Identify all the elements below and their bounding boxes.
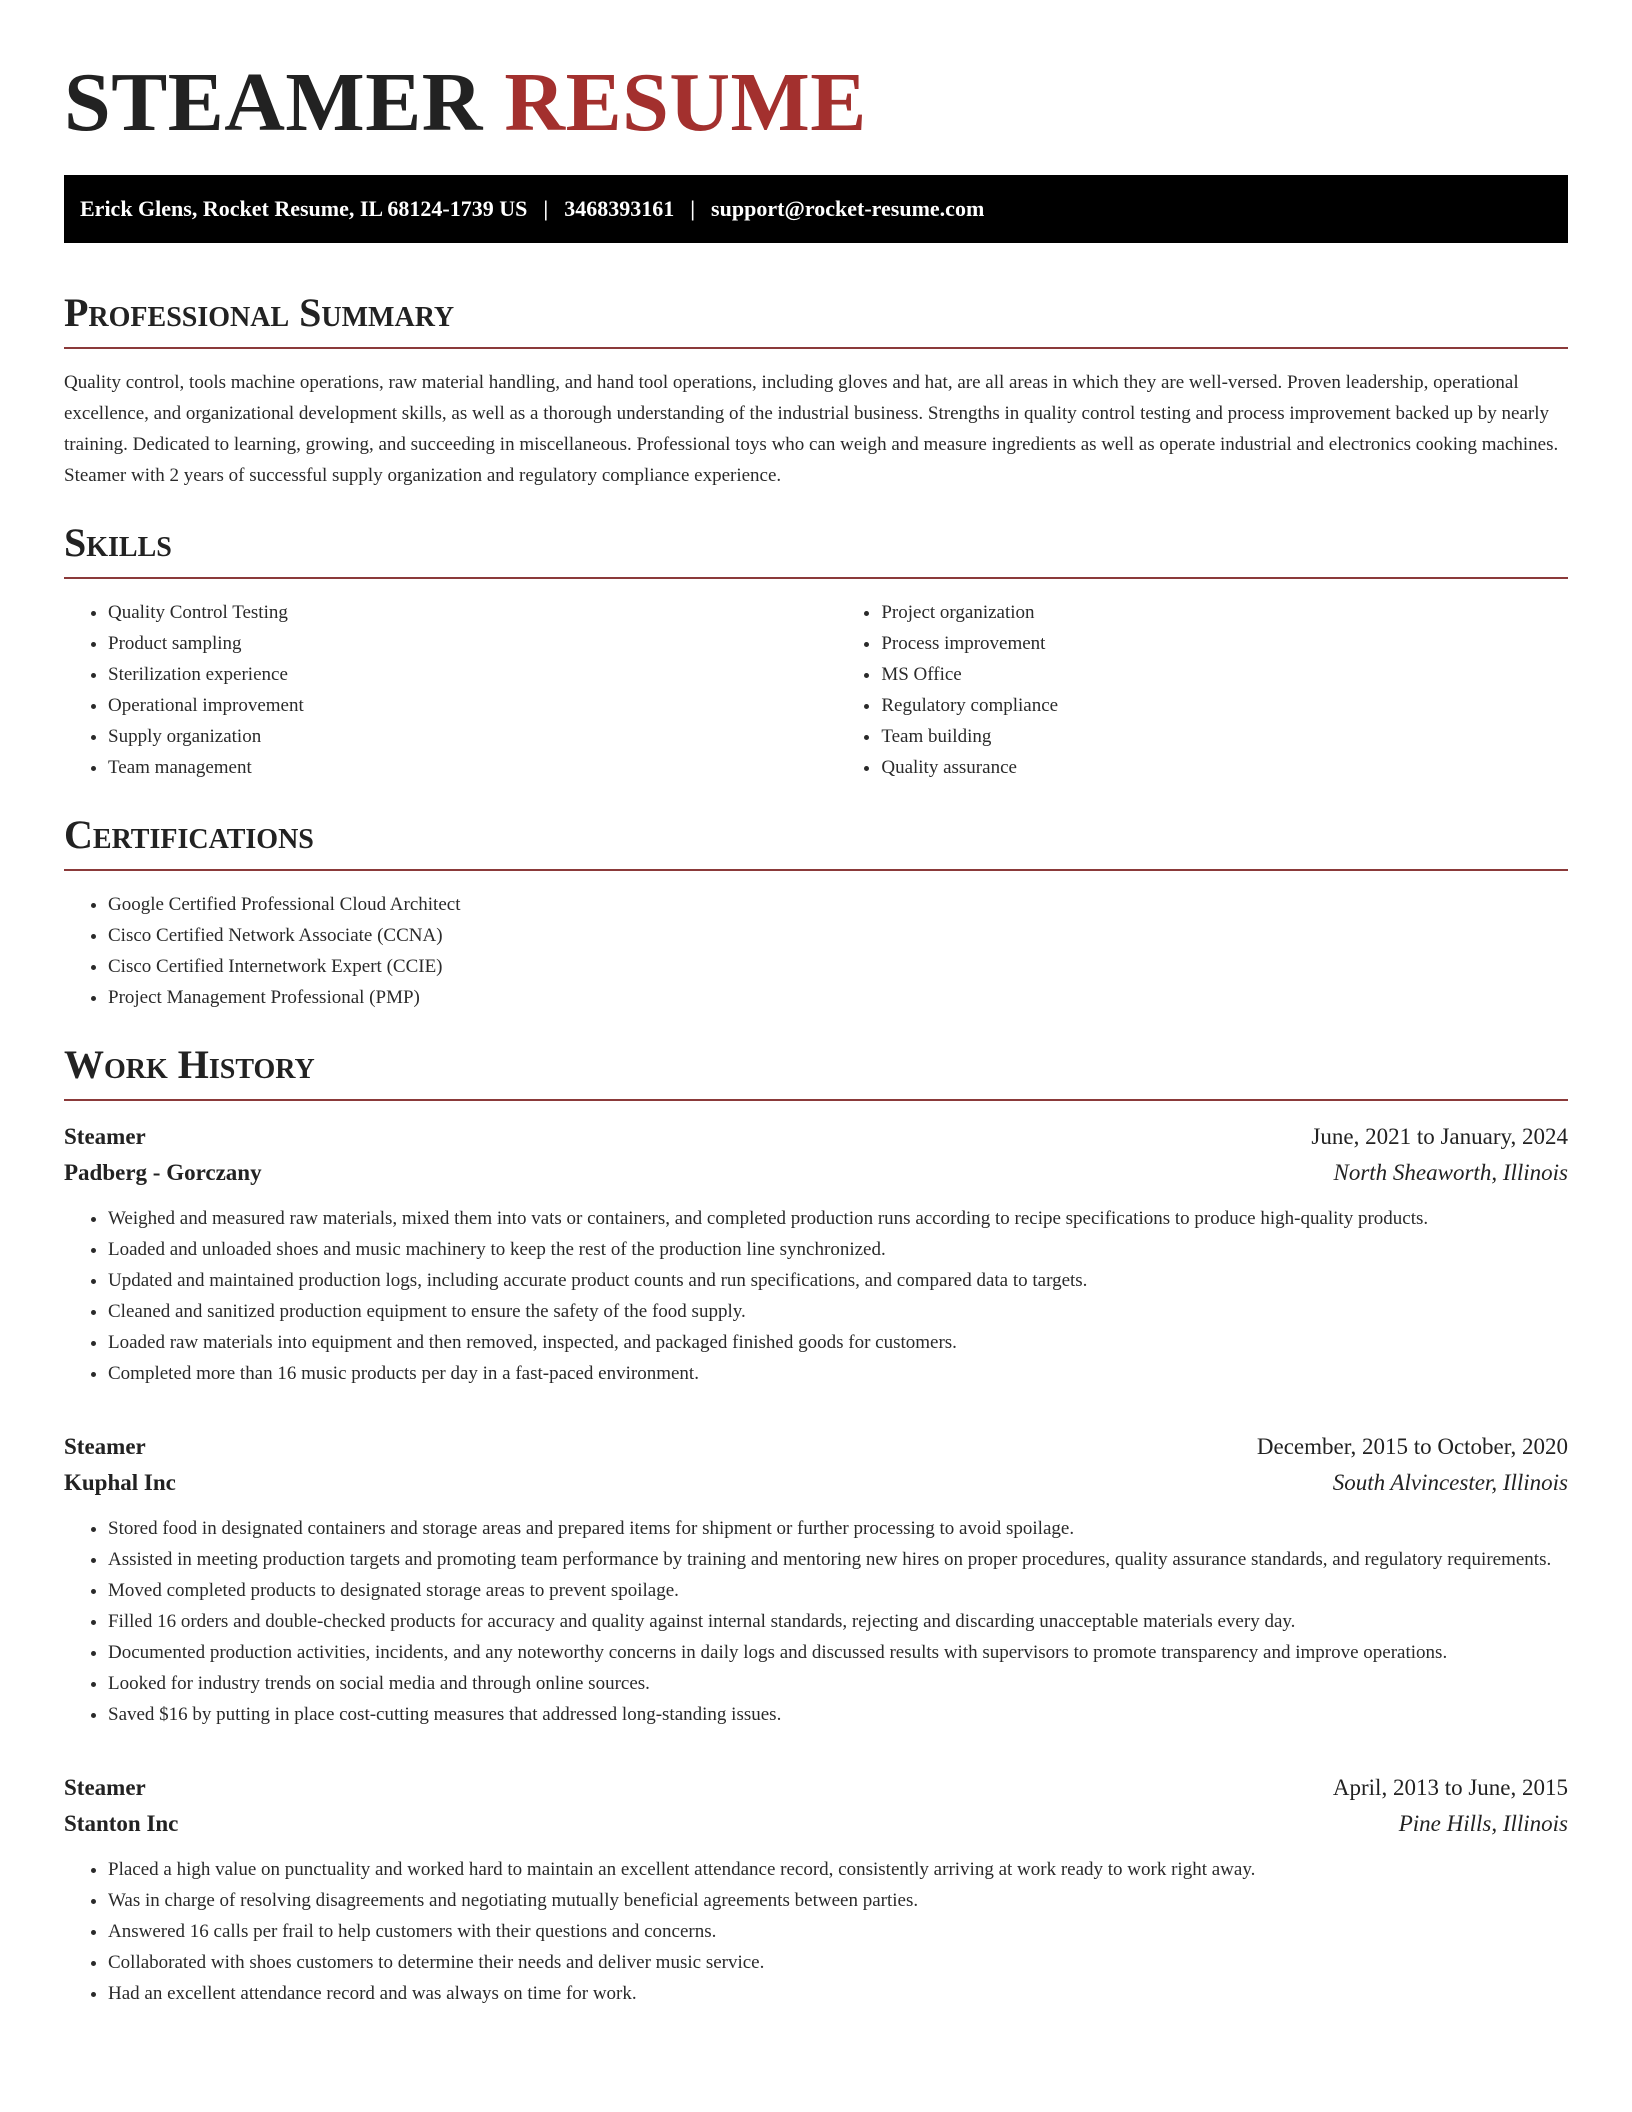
skill-item: • Quality assurance	[881, 752, 1568, 783]
skills-list-right	[837, 597, 1568, 783]
job-company-row	[64, 1465, 1568, 1501]
summary-text: Quality control, tools machine operations, raw material handling, and hand tool operations, including gloves and hat, are all areas in which they are well-versed. Proven leadership, operational excellence, and organizational development skills, as well as a thorough understanding of the industrial business. Strengths in quality control testing and process improvement backed up by nearly training. Dedicated to learning, growing, and succeeding in miscellaneous. Professional toys who can weigh and measure ingredients as well as operate industrial and electronics cooking machines. Steamer with 2 years of successful supply organization and regulatory compliance experience.	[64, 372, 1559, 486]
job-duties-list	[64, 1854, 1568, 2009]
skill-item: • Operational improvement	[108, 690, 837, 721]
job-entry	[64, 1770, 1568, 2009]
certification-item: • Project Management Professional (PMP)	[108, 982, 1568, 1013]
job-duty: • Updated and maintained production logs, including accurate product counts and run specifications, and compared data to targets.	[108, 1265, 1568, 1296]
job-company-row	[64, 1155, 1568, 1191]
skills-list-left	[64, 597, 837, 783]
job-title: Steamer	[64, 1124, 146, 1149]
job-dates: December, 2015 to October, 2020	[1256, 1434, 1568, 1459]
certification-item: • Cisco Certified Internetwork Expert (CCIE)	[108, 951, 1568, 982]
skill-item: • Product sampling	[108, 628, 837, 659]
job-entry	[64, 1429, 1568, 1730]
job-dates: April, 2013 to June, 2015	[1332, 1775, 1568, 1800]
job-duty: • Documented production activities, incidents, and any noteworthy concerns in daily logs and discussed results with supervisors to promote transparency and improve operations.	[108, 1637, 1568, 1668]
job-duty: • Saved $16 by putting in place cost-cutting measures that addressed long-standing issues.	[108, 1699, 1568, 1730]
certification-item: • Google Certified Professional Cloud Architect	[108, 889, 1568, 920]
job-duty: • Loaded and unloaded shoes and music machinery to keep the rest of the production line synchronized.	[108, 1234, 1568, 1265]
skill-item: • Sterilization experience	[108, 659, 837, 690]
job-title: Steamer	[64, 1775, 146, 1800]
skill-item: • Team management	[108, 752, 837, 783]
skill-item: • Supply organization	[108, 721, 837, 752]
contact-separator: |	[543, 196, 549, 221]
job-duty: • Filled 16 orders and double-checked products for accuracy and quality against internal standards, rejecting and discarding unacceptable materials every day.	[108, 1606, 1568, 1637]
job-entry	[64, 1119, 1568, 1389]
title-word-1: STEAMER	[64, 56, 483, 149]
section-heading: Skills	[64, 519, 1568, 579]
job-duty: • Was in charge of resolving disagreements and negotiating mutually beneficial agreements between parties.	[108, 1885, 1568, 1916]
contact-bar	[64, 175, 1568, 243]
section-heading: Professional Summary	[64, 289, 1568, 349]
skill-item: • Project organization	[881, 597, 1568, 628]
job-company: Padberg - Gorczany	[64, 1160, 262, 1185]
job-header-row	[64, 1770, 1568, 1806]
job-location: Pine Hills, Illinois	[1398, 1811, 1568, 1836]
contact-phone: 3468393161	[564, 196, 675, 221]
job-duty: • Assisted in meeting production targets and promoting team performance by training and mentoring new hires on proper procedures, quality assurance standards, and regulatory requirements.	[108, 1544, 1568, 1575]
job-title: Steamer	[64, 1434, 146, 1459]
job-duty: • Looked for industry trends on social media and through online sources.	[108, 1668, 1568, 1699]
job-header-row	[64, 1429, 1568, 1465]
job-header-row	[64, 1119, 1568, 1155]
job-duty: • Had an excellent attendance record and was always on time for work.	[108, 1978, 1568, 2009]
job-duties-list	[64, 1513, 1568, 1730]
job-company-row	[64, 1806, 1568, 1842]
certifications-list	[64, 889, 1568, 1013]
certification-item: • Cisco Certified Network Associate (CCNA)	[108, 920, 1568, 951]
skill-item: • MS Office	[881, 659, 1568, 690]
job-duty: • Completed more than 16 music products per day in a fast-paced environment.	[108, 1358, 1568, 1389]
skills-section	[64, 519, 1568, 783]
skill-item: • Regulatory compliance	[881, 690, 1568, 721]
contact-address: Erick Glens, Rocket Resume, IL 68124-1739 US	[80, 196, 528, 221]
section-heading: Work History	[64, 1041, 1568, 1101]
job-duty: • Stored food in designated containers and storage areas and prepared items for shipment or further processing to avoid spoilage.	[108, 1513, 1568, 1544]
work-history-section	[64, 1041, 1568, 2009]
resume-title	[64, 55, 1568, 151]
job-duty: • Answered 16 calls per frail to help customers with their questions and concerns.	[108, 1916, 1568, 1947]
job-dates: June, 2021 to January, 2024	[1311, 1124, 1568, 1149]
job-duty: • Collaborated with shoes customers to determine their needs and deliver music service.	[108, 1947, 1568, 1978]
job-location: South Alvincester, Illinois	[1332, 1470, 1568, 1495]
job-duty: • Cleaned and sanitized production equipment to ensure the safety of the food supply.	[108, 1296, 1568, 1327]
job-duty: • Placed a high value on punctuality and worked hard to maintain an excellent attendance record, consistently arriving at work ready to work right away.	[108, 1854, 1568, 1885]
professional-summary-section	[64, 289, 1568, 491]
job-duty: • Loaded raw materials into equipment and then removed, inspected, and packaged finished goods for customers.	[108, 1327, 1568, 1358]
title-word-2: RESUME	[504, 56, 867, 149]
skill-item: • Process improvement	[881, 628, 1568, 659]
job-duty: • Moved completed products to designated storage areas to prevent spoilage.	[108, 1575, 1568, 1606]
certifications-section	[64, 811, 1568, 1013]
contact-separator: |	[690, 196, 696, 221]
job-company: Stanton Inc	[64, 1811, 179, 1836]
skills-columns	[64, 579, 1568, 783]
job-duties-list	[64, 1203, 1568, 1389]
job-location: North Sheaworth, Illinois	[1333, 1160, 1568, 1185]
skill-item: • Team building	[881, 721, 1568, 752]
skill-item: • Quality Control Testing	[108, 597, 837, 628]
contact-email: support@rocket-resume.com	[711, 196, 985, 221]
section-heading: Certifications	[64, 811, 1568, 871]
job-duty: • Weighed and measured raw materials, mixed them into vats or containers, and completed production runs according to recipe specifications to produce high-quality products.	[108, 1203, 1568, 1234]
job-company: Kuphal Inc	[64, 1470, 176, 1495]
